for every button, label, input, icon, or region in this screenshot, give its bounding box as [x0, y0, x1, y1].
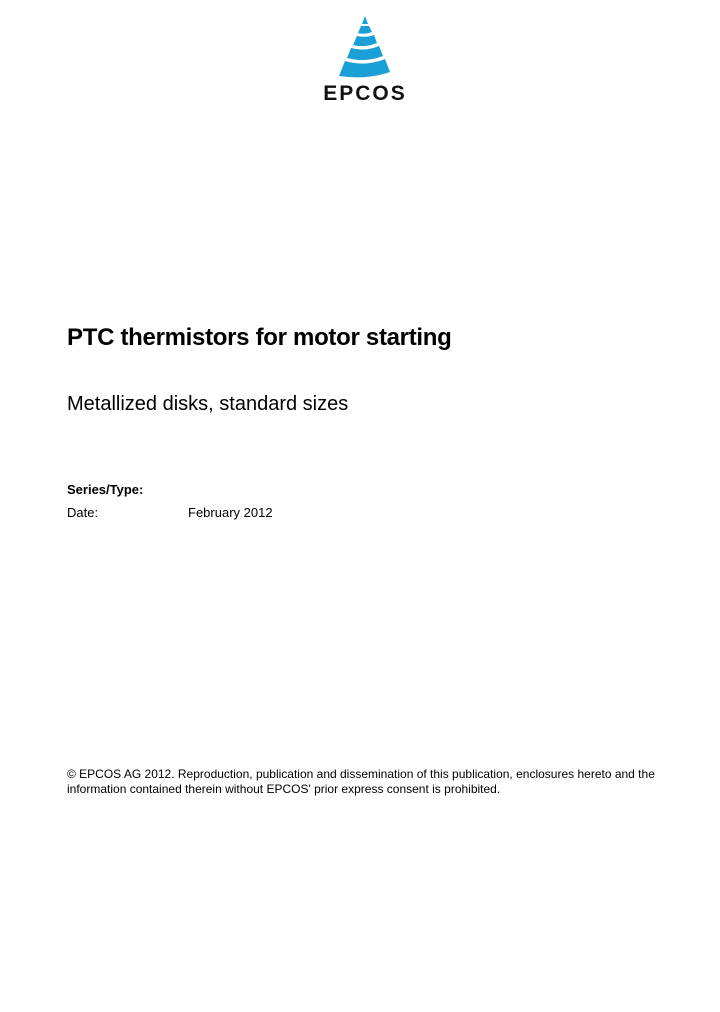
- copyright-line-2: information contained therein without EPCOS' prior express consent is prohibited.: [67, 782, 501, 796]
- epcos-logo: [310, 14, 420, 110]
- logo-wordmark: EPCOS: [323, 82, 407, 105]
- document-title: PTC thermistors for motor starting: [67, 324, 452, 351]
- date-value: February 2012: [188, 505, 273, 520]
- date-label: Date:: [67, 505, 99, 520]
- triangle-logo-icon: [328, 14, 402, 78]
- series-type-label: Series/Type:: [67, 482, 144, 497]
- copyright-notice: [67, 767, 667, 797]
- copyright-line-1: © EPCOS AG 2012. Reproduction, publication and dissemination of this publication, enclosures hereto and the: [67, 767, 655, 781]
- document-subtitle: Metallized disks, standard sizes: [67, 393, 349, 415]
